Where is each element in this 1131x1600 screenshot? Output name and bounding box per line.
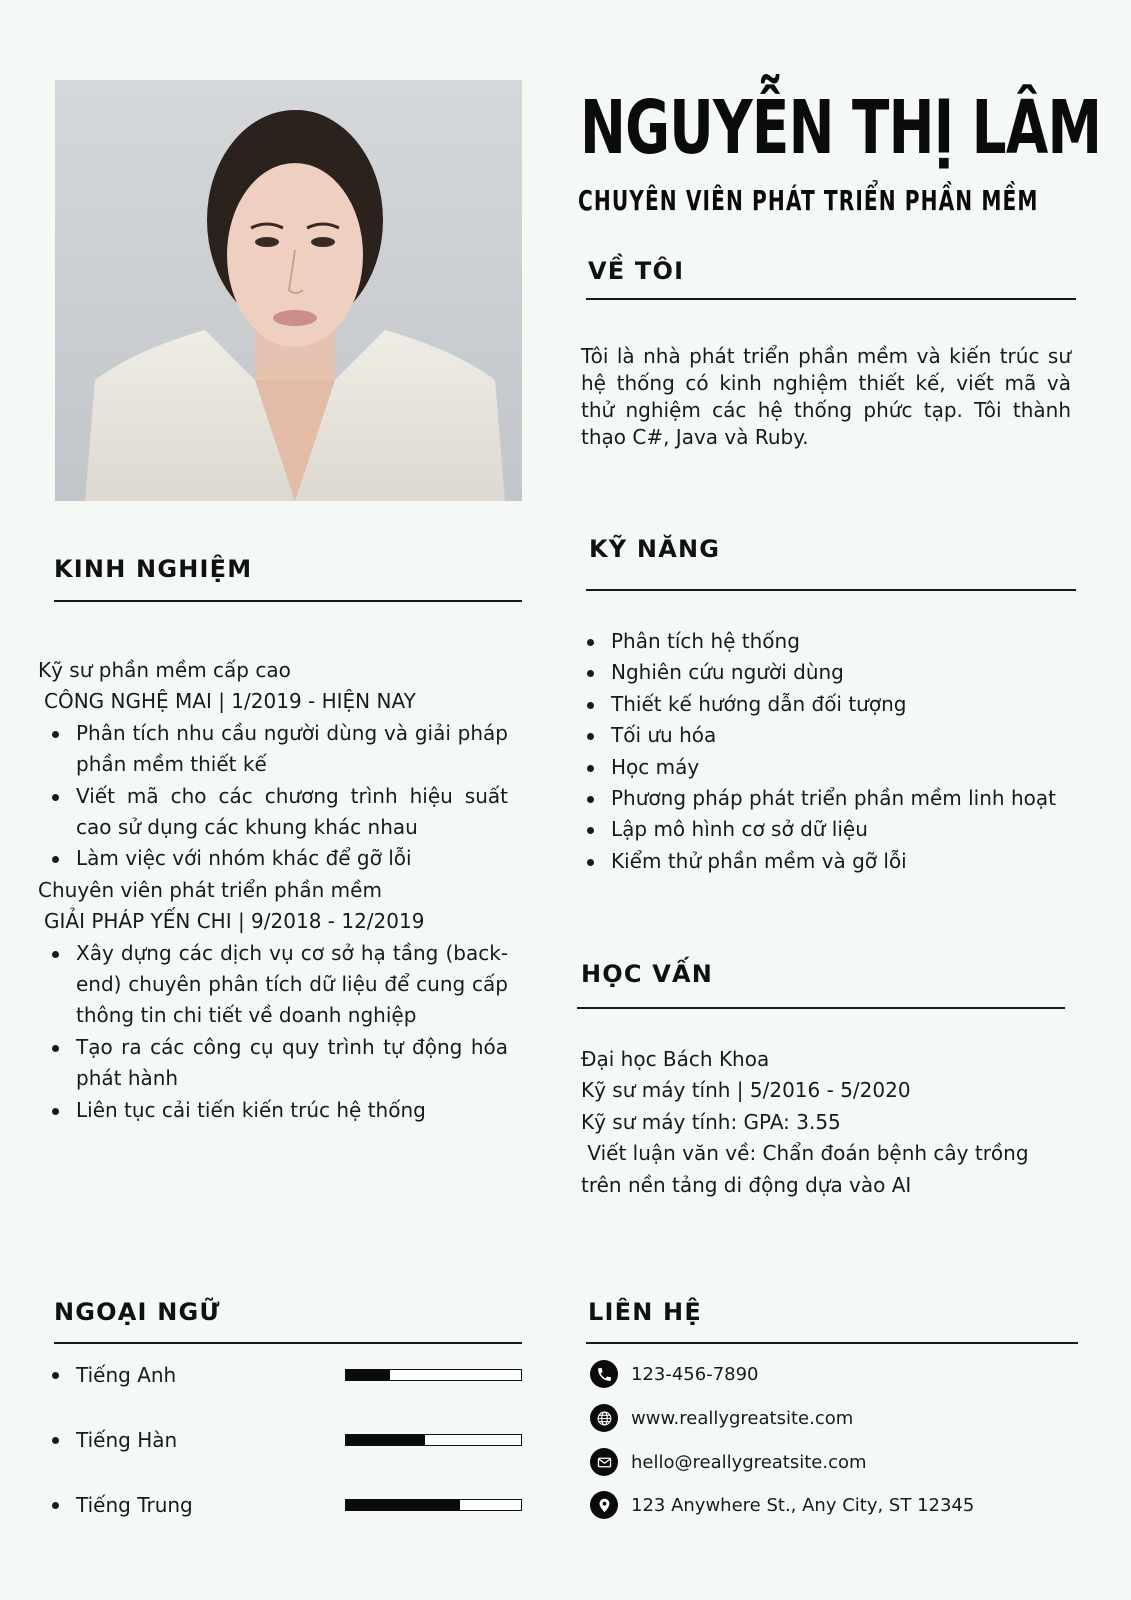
candidate-name: NGUYỄN THỊ LÂM xyxy=(580,85,1102,171)
language-row xyxy=(38,1424,523,1456)
language-name: Tiếng Hàn xyxy=(38,1428,338,1452)
candidate-role: CHUYÊN VIÊN PHÁT TRIỂN PHẦN MỀM xyxy=(578,184,1039,217)
education-line: Kỹ sư máy tính: GPA: 3.55 xyxy=(581,1109,841,1134)
education-details xyxy=(581,1044,1071,1201)
address-text: 123 Anywhere St., Any City, ST 12345 xyxy=(631,1494,975,1516)
list-item: Xây dựng các dịch vụ cơ sở hạ tầng (back-end) chuyên phân tích dữ liệu để cung cấp thông tin chi tiết về doanh nghiệp xyxy=(38,938,508,1032)
list-item: Học máy xyxy=(573,752,1093,783)
skills-heading: KỸ NĂNG xyxy=(589,535,721,563)
language-row xyxy=(38,1359,523,1391)
job-title: Kỹ sư phần mềm cấp cao xyxy=(38,658,291,682)
contact-address xyxy=(590,1490,974,1520)
list-item: Lập mô hình cơ sở dữ liệu xyxy=(573,814,1093,845)
experience-list xyxy=(38,655,508,1126)
list-item: Viết mã cho các chương trình hiệu suất cao sử dụng các khung khác nhau xyxy=(38,781,508,844)
education-line: Đại học Bách Khoa xyxy=(581,1047,770,1071)
skills-divider xyxy=(586,589,1076,591)
list-item: Tối ưu hóa xyxy=(573,720,1093,751)
list-item: Làm việc với nhóm khác để gỡ lỗi xyxy=(38,843,508,874)
contact-phone xyxy=(590,1359,759,1389)
language-level-fill xyxy=(346,1500,460,1510)
list-item: Thiết kế hướng dẫn đối tượng xyxy=(573,689,1093,720)
languages-heading: NGOẠI NGỮ xyxy=(54,1298,221,1326)
education-divider xyxy=(577,1007,1065,1009)
experience-heading: KINH NGHIỆM xyxy=(54,555,253,583)
mail-icon xyxy=(590,1448,618,1476)
job-company: GIẢI PHÁP YẾN CHI | 9/2018 - 12/2019 xyxy=(44,909,425,934)
language-level-bar xyxy=(345,1369,522,1381)
list-item: Liên tục cải tiến kiến trúc hệ thống xyxy=(38,1095,508,1126)
skills-list xyxy=(573,626,1093,877)
language-name: Tiếng Trung xyxy=(38,1493,338,1517)
job-duties xyxy=(38,718,508,875)
list-item: Phương pháp phát triển phần mềm linh hoạt xyxy=(573,783,1093,814)
language-level-bar xyxy=(345,1434,522,1446)
education-line: trên nền tảng di động dựa vào AI xyxy=(581,1172,912,1197)
about-text: Tôi là nhà phát triển phần mềm và kiến trúc sư hệ thống có kinh nghiệm thiết kế, viết mã và thử nghiệm các hệ thống phức tạp. Tôi thành thạo C#, Java và Ruby. xyxy=(581,344,1071,449)
contact-email xyxy=(590,1447,867,1477)
job-duties xyxy=(38,938,508,1126)
education-line: Kỹ sư máy tính | 5/2016 - 5/2020 xyxy=(581,1078,911,1103)
language-row xyxy=(38,1489,523,1521)
globe-icon xyxy=(590,1404,618,1432)
job-title: Chuyên viên phát triển phần mềm xyxy=(38,877,382,902)
about-divider xyxy=(586,298,1076,300)
language-level-fill xyxy=(346,1435,425,1445)
language-level-fill xyxy=(346,1370,390,1380)
list-item: Tạo ra các công cụ quy trình tự động hóa phát hành xyxy=(38,1032,508,1095)
job-entry xyxy=(38,875,508,1126)
education-line: Viết luận văn về: Chẩn đoán bệnh cây trồng xyxy=(581,1141,1029,1166)
phone-icon xyxy=(590,1360,618,1388)
contact-heading: LIÊN HỆ xyxy=(588,1298,702,1326)
email-link[interactable]: hello@reallygreatsite.com xyxy=(631,1451,867,1473)
list-item: Nghiên cứu người dùng xyxy=(573,657,1093,688)
language-name: Tiếng Anh xyxy=(38,1363,338,1387)
website-link[interactable]: www.reallygreatsite.com xyxy=(631,1407,854,1429)
job-entry xyxy=(38,655,508,875)
list-item: Kiểm thử phần mềm và gỡ lỗi xyxy=(573,846,1093,877)
language-level-bar xyxy=(345,1499,522,1511)
contact-divider xyxy=(586,1342,1078,1344)
contact-website xyxy=(590,1403,853,1433)
job-company: CÔNG NGHỆ MAI | 1/2019 - HIỆN NAY xyxy=(44,689,416,714)
about-heading: VỀ TÔI xyxy=(588,257,685,285)
experience-divider xyxy=(54,600,522,602)
portrait-image xyxy=(55,80,522,501)
education-heading: HỌC VẤN xyxy=(581,960,714,988)
phone-number[interactable]: 123-456-7890 xyxy=(631,1363,759,1385)
profile-photo xyxy=(55,80,522,501)
languages-divider xyxy=(54,1342,522,1344)
location-pin-icon xyxy=(590,1491,618,1519)
list-item: Phân tích hệ thống xyxy=(573,626,1093,657)
list-item: Phân tích nhu cầu người dùng và giải pháp phần mềm thiết kế xyxy=(38,718,508,781)
